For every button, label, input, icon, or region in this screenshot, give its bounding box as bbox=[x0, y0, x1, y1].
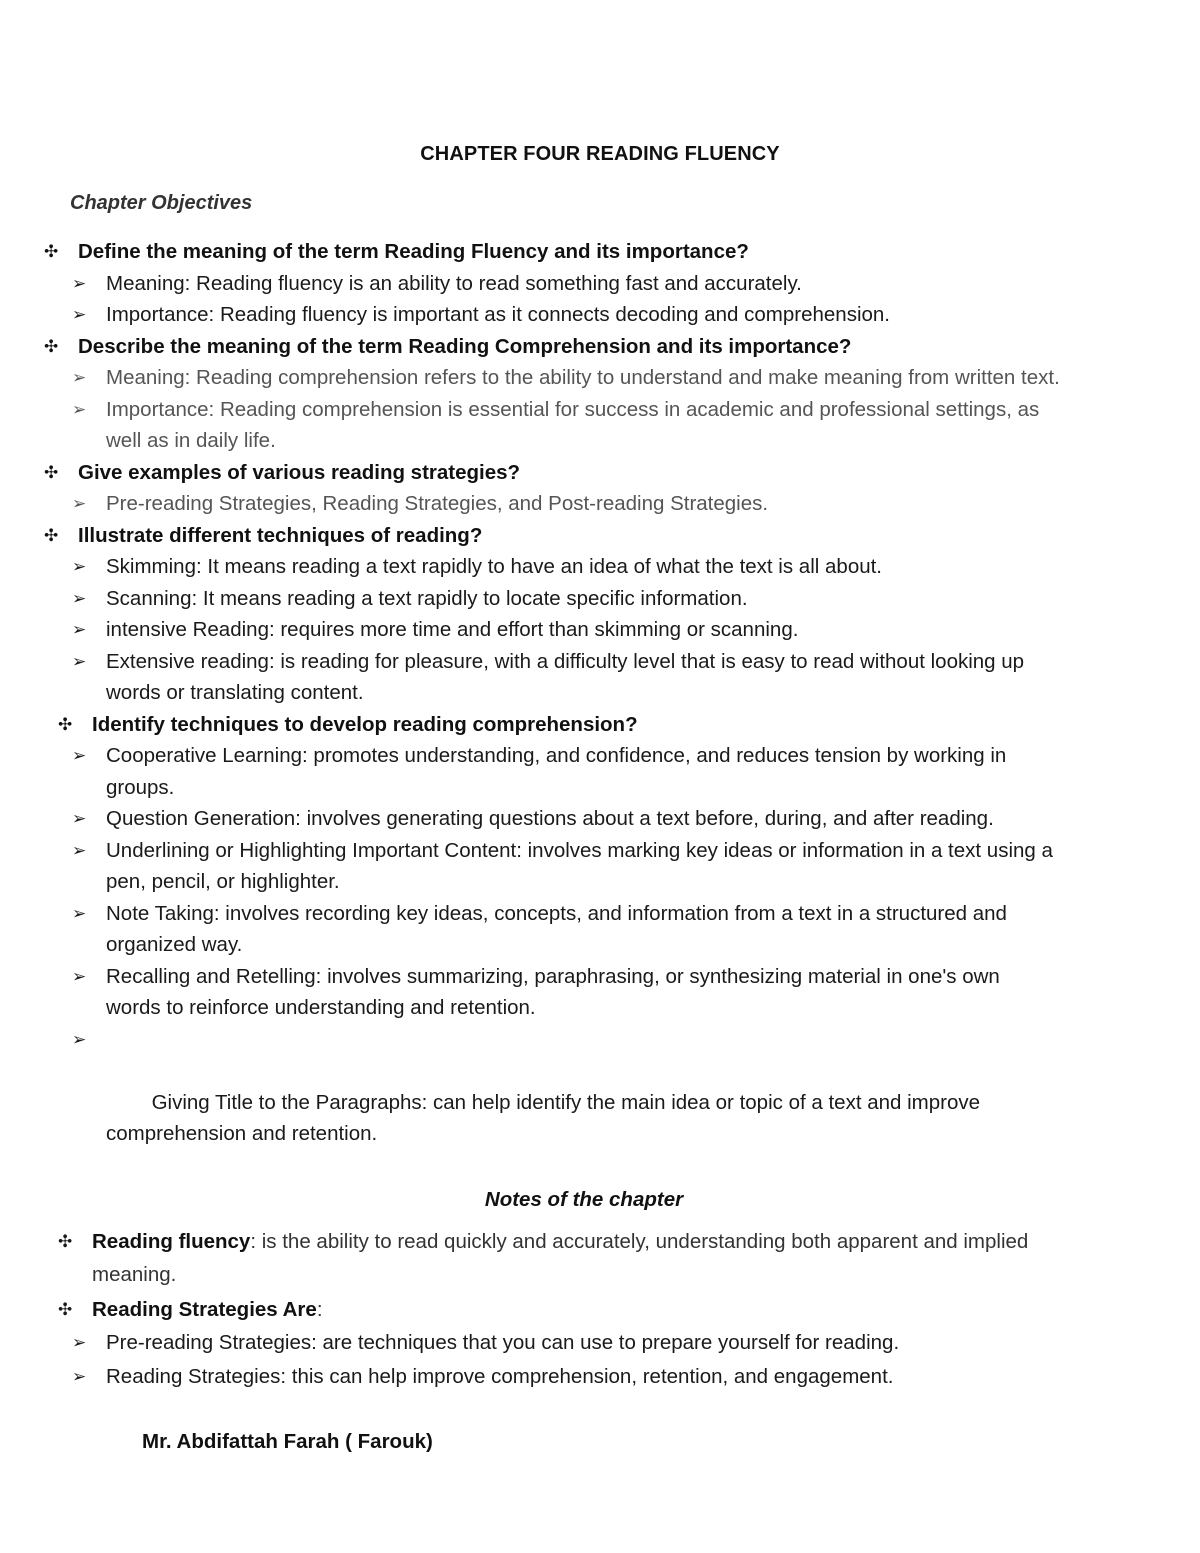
arrow-bullet-icon: ➢ bbox=[72, 399, 87, 419]
objective-question-text: Describe the meaning of the term Reading Comprehension and its importance? bbox=[78, 334, 852, 358]
objective-question bbox=[0, 331, 1200, 363]
objective-question-text: Give examples of various reading strategies? bbox=[78, 460, 521, 484]
objective-question bbox=[0, 520, 1200, 552]
diamond-bullet-icon: ✣ bbox=[58, 1300, 73, 1319]
objective-question-text: Illustrate different techniques of reading? bbox=[78, 523, 483, 547]
arrow-bullet-icon: ➢ bbox=[72, 840, 87, 860]
note-subitem-text: Pre-reading Strategies: are techniques that you can use to prepare yourself for reading. bbox=[106, 1331, 900, 1354]
objective-answer bbox=[0, 268, 1200, 300]
diamond-bullet-icon: ✣ bbox=[44, 336, 59, 356]
arrow-bullet-icon: ➢ bbox=[72, 1367, 87, 1386]
objective-answer-text: Cooperative Learning: promotes understanding, and confidence, and reduces tension by working in groups. bbox=[106, 744, 1007, 799]
objective-answer bbox=[0, 898, 1200, 961]
note-subitem bbox=[0, 1326, 1200, 1360]
note-item bbox=[0, 1293, 1200, 1326]
objective-question-text: Identify techniques to develop reading comprehension? bbox=[92, 712, 638, 736]
objective-answer-text: intensive Reading: requires more time and effort than skimming or scanning. bbox=[106, 618, 799, 641]
objective-answer-text: Note Taking: involves recording key ideas, concepts, and information from a text in a structured and organized way. bbox=[106, 901, 1007, 956]
objective-question-text: Define the meaning of the term Reading Fluency and its importance? bbox=[78, 240, 749, 263]
arrow-bullet-icon: ➢ bbox=[72, 651, 87, 671]
note-subitem-text: Reading Strategies: this can help improve comprehension, retention, and engagement. bbox=[106, 1365, 894, 1388]
objective-answer bbox=[0, 835, 1200, 898]
objective-answer bbox=[0, 614, 1200, 646]
objective-answer bbox=[0, 299, 1200, 331]
objective-question bbox=[0, 709, 1200, 741]
diamond-bullet-icon: ✣ bbox=[44, 525, 59, 545]
arrow-bullet-icon: ➢ bbox=[72, 1029, 87, 1049]
objective-answer-text: Meaning: Reading fluency is an ability to read something fast and accurately. bbox=[106, 271, 802, 295]
objective-answer bbox=[0, 488, 1200, 520]
note-item bbox=[0, 1225, 1200, 1291]
arrow-bullet-icon: ➢ bbox=[72, 273, 87, 293]
arrow-bullet-icon: ➢ bbox=[72, 966, 87, 986]
note-definition: : is the ability to read quickly and accurately, understanding both apparent and implied meaning. bbox=[92, 1230, 1029, 1286]
arrow-bullet-icon: ➢ bbox=[72, 368, 87, 387]
arrow-bullet-icon: ➢ bbox=[72, 746, 87, 765]
diamond-bullet-icon: ✣ bbox=[58, 714, 73, 734]
diamond-bullet-icon: ✣ bbox=[58, 1232, 73, 1251]
objectives-heading: Chapter Objectives bbox=[70, 192, 253, 214]
objective-answer bbox=[0, 961, 1200, 1024]
objective-question bbox=[0, 236, 1200, 268]
diamond-bullet-icon: ✣ bbox=[44, 242, 59, 261]
objective-answer bbox=[0, 1024, 1200, 1182]
page-title: CHAPTER FOUR READING FLUENCY bbox=[420, 143, 780, 165]
arrow-bullet-icon: ➢ bbox=[72, 305, 87, 324]
arrow-bullet-icon: ➢ bbox=[72, 809, 87, 828]
objective-answer-text: Importance: Reading comprehension is essential for success in academic and professional settings, as well as in daily life. bbox=[106, 397, 1040, 452]
arrow-bullet-icon: ➢ bbox=[72, 557, 87, 576]
note-term: Reading fluency bbox=[92, 1230, 251, 1253]
diamond-bullet-icon: ✣ bbox=[44, 462, 59, 482]
objective-answer-text: Skimming: It means reading a text rapidly to have an idea of what the text is all about. bbox=[106, 555, 883, 578]
objective-answer-text: Importance: Reading fluency is important as it connects decoding and comprehension. bbox=[106, 303, 891, 326]
arrow-bullet-icon: ➢ bbox=[72, 1333, 87, 1352]
objective-answer-text: Meaning: Reading comprehension refers to the ability to understand and make meaning from written text. bbox=[106, 366, 1060, 389]
objective-answer bbox=[0, 803, 1200, 835]
arrow-bullet-icon: ➢ bbox=[72, 903, 87, 923]
objective-answer-text: Underlining or Highlighting Important Content: involves marking key ideas or information in a text using a pen, pencil, or highlighter. bbox=[106, 838, 1053, 893]
objective-answer bbox=[0, 583, 1200, 615]
note-subitem bbox=[0, 1360, 1200, 1394]
objective-question bbox=[0, 457, 1200, 489]
objective-answer bbox=[0, 740, 1200, 803]
objective-answer-text: Giving Title to the Paragraphs: can help identify the main idea or topic of a text and improve comprehension and retention. bbox=[106, 1090, 986, 1145]
objective-answer bbox=[0, 394, 1200, 457]
objective-answer-text: Pre-reading Strategies, Reading Strategies, and Post-reading Strategies. bbox=[106, 492, 769, 515]
objective-answer bbox=[0, 362, 1200, 394]
objective-answer-text: Extensive reading: is reading for pleasure, with a difficulty level that is easy to read without looking up words or translating content. bbox=[106, 649, 1025, 704]
notes-heading: Notes of the chapter bbox=[484, 1188, 684, 1211]
author-name: Mr. Abdifattah Farah ( Farouk) bbox=[142, 1430, 433, 1453]
objective-answer-text: Recalling and Retelling: involves summarizing, paraphrasing, or synthesizing material in one's own words to reinforce understanding and retention. bbox=[106, 964, 1000, 1019]
objective-answer-text: Scanning: It means reading a text rapidly to locate specific information. bbox=[106, 586, 748, 610]
arrow-bullet-icon: ➢ bbox=[72, 620, 87, 639]
arrow-bullet-icon: ➢ bbox=[72, 494, 87, 513]
objectives-content bbox=[0, 236, 1200, 1394]
note-term: Reading Strategies Are bbox=[92, 1298, 317, 1321]
objective-answer-text: Question Generation: involves generating questions about a text before, during, and after reading. bbox=[106, 807, 994, 830]
objective-answer bbox=[0, 551, 1200, 583]
note-colon: : bbox=[316, 1298, 323, 1321]
objective-answer bbox=[0, 646, 1200, 709]
arrow-bullet-icon: ➢ bbox=[72, 588, 87, 608]
